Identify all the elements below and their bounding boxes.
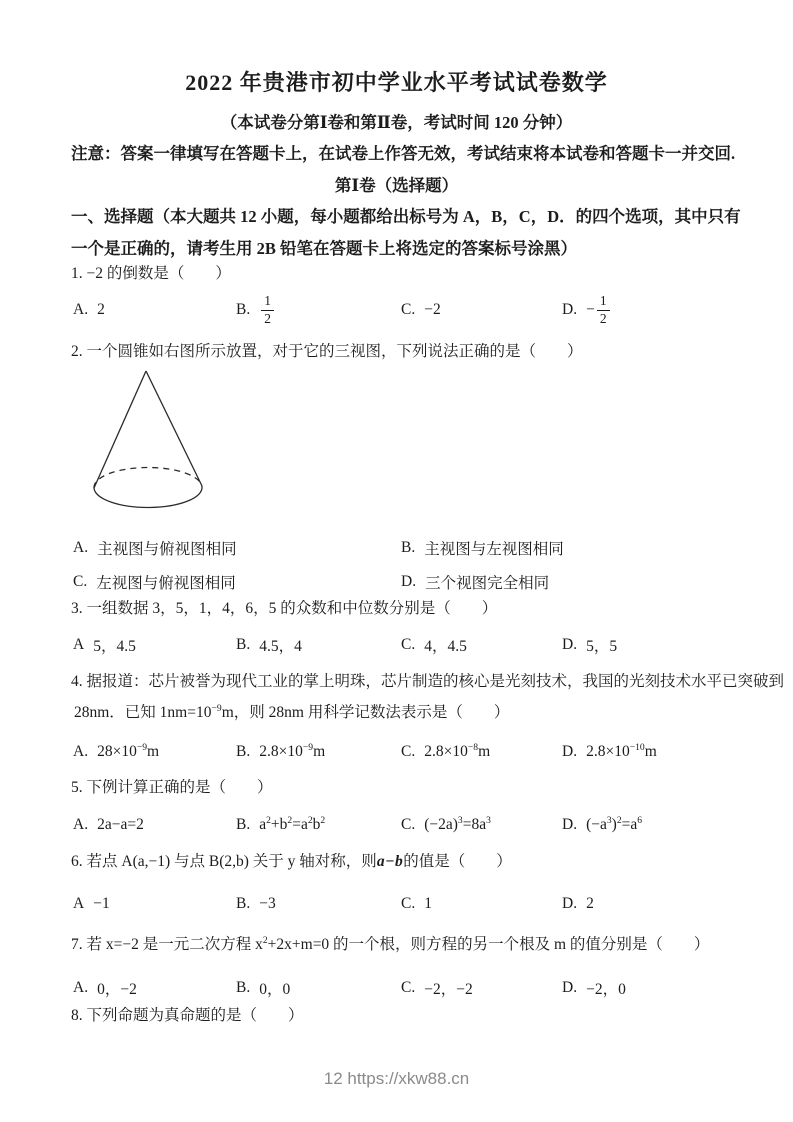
option-label: C.: [401, 816, 416, 833]
option-label: A.: [73, 539, 89, 556]
question-6-option-c: [401, 887, 432, 921]
question-1-option-c: [401, 293, 441, 327]
question-6-option-b: [236, 887, 276, 921]
cone-figure: [88, 366, 213, 516]
question-4-options: [71, 735, 773, 769]
option-label: D.: [401, 573, 417, 590]
question-5-options: [71, 808, 773, 842]
option-label: B.: [236, 895, 251, 912]
option-label: A: [73, 636, 85, 653]
option-text: 2: [97, 301, 105, 318]
option-label: D.: [562, 895, 578, 912]
option-text: 主视图与左视图相同: [424, 541, 564, 558]
option-label: C.: [73, 573, 88, 590]
option-math: $2.8\times 10^{-10}m$: [586, 741, 657, 760]
question-1-text: 1. −2 的倒数是（ ）: [71, 265, 231, 282]
option-text: 三个视图完全相同: [425, 575, 550, 592]
question-8-text: 8. 下列命题为真命题的是（ ）: [71, 1007, 304, 1024]
option-label: A: [73, 895, 85, 912]
question-2-options-row2: [71, 565, 773, 599]
option-label: B.: [236, 636, 251, 653]
question-3-option-d: [562, 628, 617, 662]
option-text: 0，0: [259, 981, 291, 998]
question-2-option-a: [73, 531, 237, 565]
question-6-options: [71, 887, 773, 921]
question-5-option-a: [73, 808, 144, 842]
question-3-options: [71, 628, 773, 662]
option-label: A.: [73, 979, 89, 996]
option-label: C.: [401, 636, 416, 653]
option-label: A.: [73, 301, 89, 318]
question-1-option-d: [562, 293, 612, 327]
option-text: 5，4.5: [93, 638, 136, 655]
option-text: 1: [424, 895, 432, 912]
question-2-option-c: [73, 565, 236, 599]
question-4-option-a: [73, 735, 159, 769]
question-3-option-a: [73, 628, 136, 662]
option-text: −2，0: [586, 981, 626, 998]
option-label: D.: [562, 816, 578, 833]
option-math: 2a−a=2: [97, 816, 144, 833]
option-text: −2: [424, 301, 441, 318]
option-label: A.: [73, 743, 89, 760]
question-2-option-d: [401, 565, 549, 599]
footer-watermark: 12 https://xkw88.cn: [323, 1069, 470, 1088]
option-label: B.: [236, 301, 251, 318]
page-title: 2022 年贵港市初中学业水平考试试卷数学: [185, 70, 608, 95]
question-1-option-b: [236, 293, 276, 327]
option-math: $(-a^3)^2=a^6$: [586, 814, 643, 833]
option-text: −1: [93, 895, 110, 912]
option-text: 0，−2: [97, 981, 137, 998]
option-label: D.: [562, 636, 578, 653]
option-label: D.: [562, 743, 578, 760]
question-7-text: 7. 若 x=−2 是一元二次方程 $x^2+2x+m=0$ 的一个根，则方程的另一个根及 m 的值分别是（ ）: [71, 934, 710, 953]
question-7-option-d: [562, 971, 626, 1005]
question-5-option-b: [236, 808, 325, 842]
question-2-text: 2. 一个圆锥如右图所示放置，对于它的三视图，下列说法正确的是（ ）: [71, 343, 583, 360]
question-5-option-d: [562, 808, 642, 842]
question-4-option-c: [401, 735, 490, 769]
question-6-option-d: [562, 887, 594, 921]
question-1-options: [71, 293, 773, 327]
option-text: 2: [586, 895, 594, 912]
option-math: $a^2+b^2=a^2b^2$: [259, 814, 326, 833]
option-label: B.: [401, 539, 416, 556]
option-math: $\frac{1}{2}$: [259, 294, 276, 327]
question-4-text-line2: 28nm．已知 $1nm=10^{-9}m$，则 28nm 用科学记数法表示是（ ）: [74, 702, 510, 721]
question-4-text-line1: 4. 据报道：芯片被誉为现代工业的掌上明珠，芯片制造的核心是光刻技术，我国的光刻技术水平已突破到: [71, 673, 785, 690]
question-5-option-c: [401, 808, 491, 842]
option-math: $2.8\times 10^{-8}m$: [424, 741, 491, 760]
question-7-option-b: [236, 971, 290, 1005]
question-3-option-b: [236, 628, 302, 662]
option-label: C.: [401, 979, 416, 996]
question-2-option-b: [401, 531, 564, 565]
option-label: D.: [562, 301, 578, 318]
option-label: C.: [401, 895, 416, 912]
option-label: A.: [73, 816, 89, 833]
option-text: −3: [259, 895, 276, 912]
question-7-option-c: [401, 971, 473, 1005]
question-2-options-row1: [71, 531, 773, 565]
option-label: B.: [236, 979, 251, 996]
option-label: B.: [236, 743, 251, 760]
question-6-option-a: [73, 887, 110, 921]
section-title: 第Ⅰ卷（选择题）: [334, 176, 459, 195]
exam-subtitle: （本试卷分第Ⅰ卷和第Ⅱ卷，考试时间 120 分钟）: [220, 113, 573, 132]
option-math: − $\frac{1}{2}$: [586, 294, 612, 327]
question-6-text: 6. 若点 A(a,−1) 与点 B(2,b) 关于 y 轴对称，则a−b的值是（ ）: [71, 853, 512, 870]
option-label: C.: [401, 743, 416, 760]
option-label: C.: [401, 301, 416, 318]
option-math: $2.8\times 10^{-9}m$: [259, 741, 326, 760]
option-text: 4.5，4: [259, 638, 302, 655]
question-4-option-d: [562, 735, 657, 769]
section-intro-line1: 一、选择题（本大题共 12 小题，每小题都给出标号为 A，B，C，D．的四个选项，其中只有: [71, 207, 741, 226]
section-intro-line2: 一个是正确的，请考生用 2B 铅笔在答题卡上将选定的答案标号涂黑）: [71, 239, 578, 258]
option-label: D.: [562, 979, 578, 996]
question-7-options: [71, 971, 773, 1005]
option-math: $28\times 10^{-9}m$: [97, 741, 160, 760]
question-1-option-a: [73, 293, 105, 327]
question-5-text: 5. 下例计算正确的是（ ）: [71, 779, 273, 796]
question-4-option-b: [236, 735, 325, 769]
option-text: 4，4.5: [424, 638, 467, 655]
question-3-option-c: [401, 628, 467, 662]
question-3-text: 3. 一组数据 3，5，1，4，6，5 的众数和中位数分别是（ ）: [71, 600, 498, 617]
option-text: −2，−2: [424, 981, 473, 998]
exam-notice: 注意：答案一律填写在答题卡上，在试卷上作答无效，考试结束将本试卷和答题卡一并交回.: [71, 144, 736, 163]
option-label: B.: [236, 816, 251, 833]
option-text: 主视图与俯视图相同: [97, 541, 237, 558]
option-math: $(-2a)^3=8a^3$: [424, 814, 491, 833]
option-text: 5，5: [586, 638, 618, 655]
question-7-option-a: [73, 971, 137, 1005]
option-text: 左视图与俯视图相同: [96, 575, 236, 592]
